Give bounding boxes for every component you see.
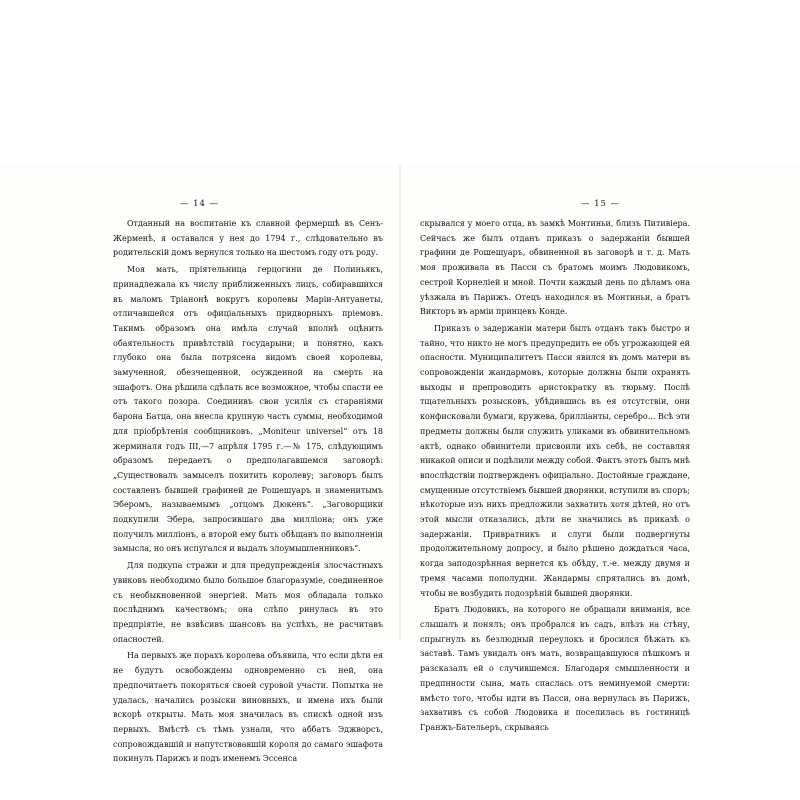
paragraph: Для подкупа стражи и для предупрежденія злосчастныхъ увиковъ необходимо было большое благоразуміе, соединенное съ необыкновенной энергіей. Мать моя обладала только послѣднимъ качествомъ; она слѣпо ринулась въ это предпріятіе, не взвѣсивъ шансовъ на успѣхъ, не расчитавъ опасностей. — [113, 561, 383, 644]
paragraph: Моя мать, пріятельница герцогини де Полиньякъ, принадлежала къ числу приближенныхъ лицъ, собиравшихся въ маломъ Тріанонѣ вокругъ королевы Маріи-Антуанеты, отличавшейся отъ офиціальныхъ придворныхъ пріемовъ. Такимъ образомъ она имѣла случай вполнѣ оцѣнить обаятельность привѣтствій государыни; и понятно, какъ глубоко она была потрясена видомъ своей королевы, замученной, обезчещенной, осужденной на смерть на эшафотъ. Она рѣшила сдѣлать все возможное, чтобы спасти ее отъ такого позора. Соединивъ свои усилія съ стараніями барона Батца, она внесла крупную часть суммы, необходимой для пріобрѣтенія сообщниковъ. „Moniteur universel“ отъ 18 жерминаля годъ III,—7 апрѣля 1795 г.—№ 175, слѣдующимъ образомъ передаетъ о предполагавшемся заговорѣ: „Существовалъ замыселъ похитить королеву; заговоръ былъ составленъ бывшей графиней де Рошешуаръ и знаменитымъ Эберомъ, называемымъ „отцомъ Дюкенъ“. „Заговорщики подкупили Эбера, запросившаго два милліона; онъ уже получилъ милліонъ, а второй ему быть обѣщанъ по выполненіи замысла, но онъ испугался и выдалъ злоумышленниковъ“. — [113, 265, 383, 554]
page-number: — 15 — — [580, 199, 621, 209]
paragraph: Отданный на воспитаніе къ славной фермершѣ въ Сенъ-Жерменѣ, я оставался у нея до 1794 г., слѣдовательно въ родительскій домъ вернулся только на шестомъ году отъ роду. — [113, 219, 383, 258]
paragraph: Приказъ о задержаніи матери былъ отданъ такъ быстро и тайно, что никто не могъ предупредить ее объ угрожающей ей опасности. Муниципалитетъ Пасси явился въ домъ матери въ сопровожденіи жандармовъ, которые должны были охранять выходы и препроводить аристократку въ тюрьму. Послѣ тщательныхъ розысковъ, убѣдившись въ ея отсутствіи, они конфисковали бумаги, кружева, брилліанты, серебро... Всѣ эти предметы должны были служить уликами въ обвинительномъ актѣ, однако обвинители присвоили ихъ себѣ, не составляя никакой описи и подѣлили между собой. Фактъ этотъ былъ мнѣ впослѣдствіи подтвержденъ офиціально. Достойные граждане, смущенные отсутствіемъ бывшей дворянки, вступили въ споръ; нѣкоторые изъ нихъ предложили захватить хотя дѣтей, но отъ этой мысли отказались, дѣти не значились въ приказѣ о задержаніи. Привратникъ и слуги были подвергнуты продолжительному допросу, и было рѣшено дождаться часа, когда заподозрѣнная вернется къ обѣду, т.-е. между двумя и тремя часами пополудни. Жандармы спрятались въ домѣ, чтобы не возбудить подозрѣній бывшей дворянки. — [420, 323, 690, 598]
page-body — [113, 217, 383, 767]
page-number: — 14 — — [179, 199, 220, 209]
paragraph: На первыхъ же порахъ королева объявила, что если дѣти ея не будутъ освобождены одновременно съ ней, она предпочитаетъ покоряться своей суровой участи. Попытка не удалась, начались розыски виновныхъ, и имена ихъ были вскорѣ открыты. Мать моя значилась въ спискѣ одной изъ первыхъ. Вмѣстѣ съ тѣмъ узнали, что аббатъ Эджворсъ, сопровождавшій и напутствовавшій короля до самаго эшафота покинулъ Парижъ и подъ именемъ Эссенса — [113, 651, 383, 764]
left-page — [0, 165, 399, 764]
right-page — [401, 165, 800, 732]
page-body — [420, 217, 690, 736]
paragraph: скрывался у моего отца, въ замкѣ Монтиньи, близъ Питивіера. Сейчасъ же былъ отданъ приказъ о задержаніи бывшей графини де Рошешуаръ, обвиненной въ заговорѣ и т. д. Мать моя проживала въ Пасси съ братомъ моимъ Людовикомъ, сестрой Корнеліей и мной. Почти каждый день по дѣламъ она уѣзжала въ Парижъ. Отецъ находился въ Монтиньи, а братъ Викторъ въ арміи принцевъ Конде. — [420, 219, 690, 317]
paragraph: Братъ Людовикъ, на которого не обращали вниманія, все слышалъ и понялъ; онъ пробрался въ садъ, влѣзъ на стѣну, спрыгнулъ въ безлюдный переулокъ и бросился бѣжать къ заставѣ. Тамъ увидалъ онъ мать, возвращавшуюся пѣшкомъ и разсказалъ ей о случившемся. Благодаря смышленности и предпнности сына, мать спаслась отъ неминуемой смерти: вмѣсто того, чтобы идти въ Пасси, она вернулась въ Парижъ, захвативъ съ собой Людовика и поселилась въ гостиницѣ Гранжъ-Бательеръ, скрываясь — [420, 605, 690, 732]
